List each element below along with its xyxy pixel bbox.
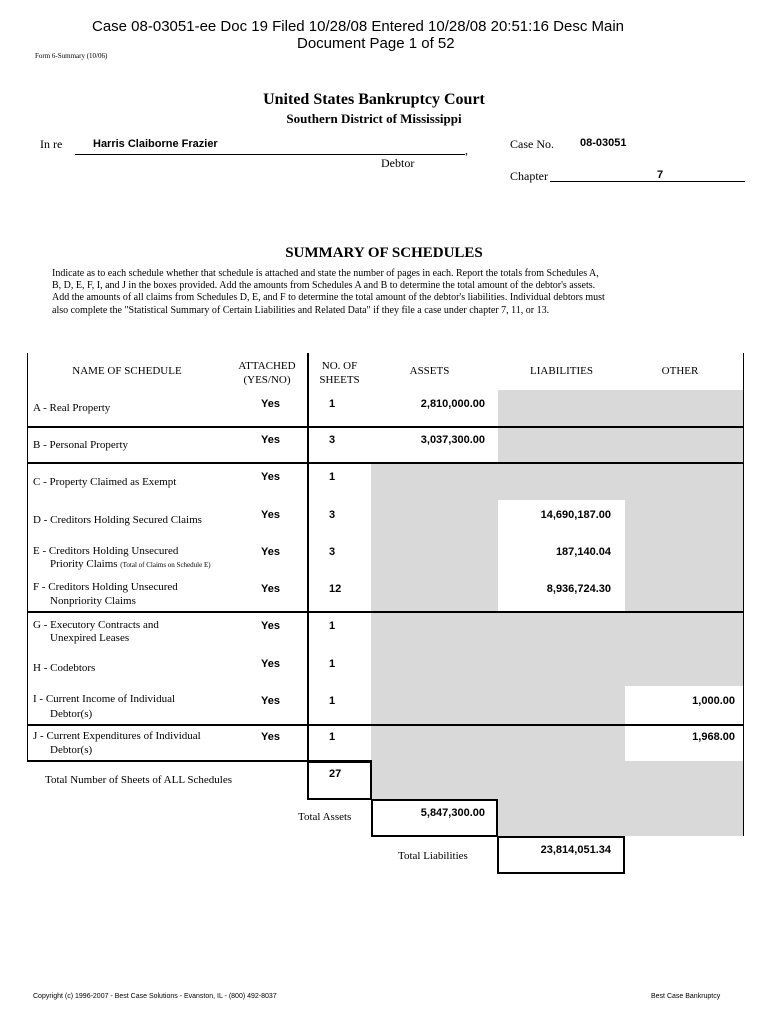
header-attached-2: (YES/NO) — [243, 374, 291, 386]
shade-c-to-h-other — [625, 463, 743, 686]
header-other: OTHER — [661, 365, 699, 377]
debtor-underline — [75, 154, 465, 155]
shade-total-assets — [498, 799, 743, 836]
row-a-sheets: 1 — [329, 398, 336, 410]
row-j-name2: Debtor(s) — [50, 744, 93, 756]
row-i-name2: Debtor(s) — [50, 708, 93, 720]
header-sheets-2: SHEETS — [319, 374, 360, 386]
row-f-liabilities: 8,936,724.30 — [546, 583, 611, 595]
total-assets-value: 5,847,300.00 — [420, 807, 485, 819]
row-i-attached: Yes — [261, 695, 280, 707]
row-j-attached: Yes — [261, 731, 280, 743]
sheets-left-rule — [307, 353, 309, 800]
row-d-liabilities: 14,690,187.00 — [540, 509, 611, 521]
summary-title: SUMMARY OF SCHEDULES — [285, 245, 483, 261]
case-no-label: Case No. — [510, 137, 554, 151]
row-j-sheets: 1 — [329, 731, 336, 743]
footer-brand: Best Case Bankruptcy — [651, 993, 721, 1000]
row-f-name2: Nonpriority Claims — [50, 595, 136, 607]
chapter-underline — [550, 181, 745, 182]
row-b-name: B - Personal Property — [33, 439, 129, 451]
debtor-comma: , — [465, 143, 468, 157]
row-j-name: J - Current Expenditures of Individual — [33, 730, 201, 742]
instructions-line-4: also complete the "Statistical Summary of Certain Liabilities and Related Data" if they file a case under chapter 7, 11, or 13. — [52, 305, 550, 316]
instructions-line-1: Indicate as to each schedule whether that schedule is attached and state the number of pages in each. Report the totals from Schedules A, — [52, 268, 599, 279]
total-sheets-value: 27 — [329, 768, 342, 780]
total-liabilities-value: 23,814,051.34 — [540, 844, 611, 856]
form-id: Form 6-Summary (10/06) — [35, 52, 108, 60]
row-e-attached: Yes — [261, 546, 280, 558]
header-attached-1: ATTACHED — [238, 360, 296, 372]
debtor-name: Harris Claiborne Frazier — [93, 138, 218, 150]
row-d-sheets: 3 — [329, 509, 336, 521]
row-c-sheets: 1 — [329, 471, 336, 483]
row-h-sheets: 1 — [329, 658, 336, 670]
row-rule-ij — [27, 724, 743, 726]
instructions-line-2: B, D, E, F, I, and J in the boxes provided. Add the amounts from Schedules A and B to determine the total amount of the debtor's assets. — [52, 280, 596, 291]
case-no: 08-03051 — [580, 137, 627, 149]
row-i-sheets: 1 — [329, 695, 336, 707]
header-sheets-1: NO. OF — [321, 360, 358, 372]
header-assets: ASSETS — [409, 365, 450, 377]
court-title: United States Bankruptcy Court — [263, 91, 485, 108]
row-a-assets: 2,810,000.00 — [420, 398, 485, 410]
chapter-value: 7 — [657, 169, 664, 181]
row-rule-ab — [27, 426, 743, 428]
total-assets-label: Total Assets — [298, 811, 352, 823]
row-h-attached: Yes — [261, 658, 280, 670]
debtor-label: Debtor — [381, 156, 415, 170]
filing-header-line2: Document Page 1 of 52 — [297, 35, 455, 52]
row-b-sheets: 3 — [329, 434, 336, 446]
row-f-name: F - Creditors Holding Unsecured — [33, 581, 178, 593]
row-i-name: I - Current Income of Individual — [33, 693, 176, 705]
footer-copyright: Copyright (c) 1996-2007 - Best Case Solutions - Evanston, IL - (800) 492-8037 — [33, 993, 277, 1000]
filing-header-line1: Case 08-03051-ee Doc 19 Filed 10/28/08 Entered 10/28/08 20:51:16 Desc Main — [92, 18, 625, 35]
row-g-name: G - Executory Contracts and — [33, 619, 159, 631]
row-g-sheets: 1 — [329, 620, 336, 632]
row-f-attached: Yes — [261, 583, 280, 595]
row-f-sheets: 12 — [329, 583, 342, 595]
row-d-name: D - Creditors Holding Secured Claims — [33, 514, 202, 526]
row-b-attached: Yes — [261, 434, 280, 446]
total-liabilities-label: Total Liabilities — [398, 850, 468, 862]
shade-g-to-j-liab — [498, 612, 625, 761]
row-e-liabilities: 187,140.04 — [555, 546, 611, 558]
row-h-name: H - Codebtors — [33, 662, 96, 674]
table-left-rule — [27, 353, 28, 762]
chapter-label: Chapter — [510, 169, 548, 183]
row-g-name2: Unexpired Leases — [50, 632, 130, 644]
court-district: Southern District of Mississippi — [286, 111, 462, 126]
row-rule-fg — [27, 611, 743, 613]
row-i-other: 1,000.00 — [692, 695, 735, 707]
row-rule-bc — [27, 462, 743, 464]
row-c-attached: Yes — [261, 471, 280, 483]
row-g-attached: Yes — [261, 620, 280, 632]
row-a-attached: Yes — [261, 398, 280, 410]
table-right-rule — [743, 353, 744, 836]
row-e-sheets: 3 — [329, 546, 336, 558]
row-e-name: E - Creditors Holding Unsecured — [33, 545, 179, 557]
row-e-name2 — [50, 558, 211, 572]
header-liabilities: LIABILITIES — [530, 365, 593, 377]
shade-total-sheets — [371, 761, 743, 799]
in-re-label: In re — [40, 137, 63, 151]
row-e-note: (Total of Claims on Schedule E) — [120, 561, 211, 569]
row-b-assets: 3,037,300.00 — [420, 434, 485, 446]
row-c-name: C - Property Claimed as Exempt — [33, 476, 177, 488]
shade-c-liab — [498, 463, 625, 500]
header-name: NAME OF SCHEDULE — [72, 365, 182, 377]
row-d-attached: Yes — [261, 509, 280, 521]
total-sheets-box — [307, 761, 372, 800]
row-e-name2-text: Priority Claims — [50, 558, 118, 570]
instructions-line-3: Add the amounts of all claims from Schedules D, E, and F to determine the total amount of the debtor's liabilities. Individual debtors must — [52, 292, 605, 303]
row-a-name: A - Real Property — [33, 402, 111, 414]
total-sheets-label: Total Number of Sheets of ALL Schedules — [45, 774, 233, 786]
row-j-other: 1,968.00 — [692, 731, 735, 743]
